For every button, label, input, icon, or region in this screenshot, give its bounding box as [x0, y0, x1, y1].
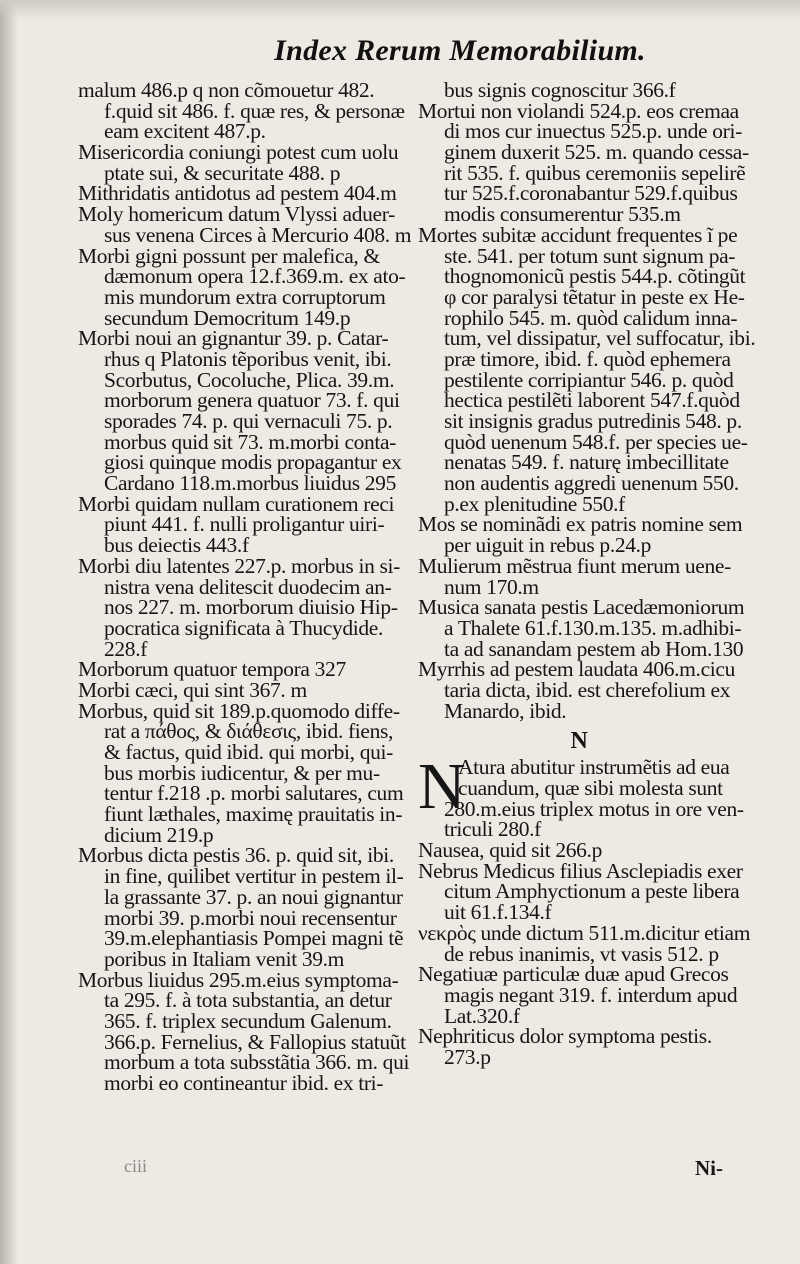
index-entry-line: morbus quid sit 73. m.morbi conta- — [104, 429, 397, 454]
index-entry-line: bus signis cognoscitur 366.f — [444, 78, 676, 102]
index-entry-line: hectica pestilẽti laborent 547.f.quòd — [444, 388, 740, 413]
index-entry-line: mis mundorum extra corruptorum — [104, 284, 386, 309]
index-entry-line: magis negant 319. f. interdum apud — [444, 982, 738, 1007]
index-entry-line: citum Amphyctionum a peste libera — [444, 879, 740, 904]
page-header: Index Rerum Memorabilium. — [274, 34, 646, 67]
index-entry-line: di mos cur inuectus 525.p. unde ori- — [444, 119, 742, 144]
index-entry-line: rophilo 545. m. quòd calidum inna- — [444, 305, 738, 330]
index-entry-line: Manardo, ibid. — [444, 698, 567, 723]
dropcap-entry-line: 280.m.eius triplex motus in ore ven- — [444, 796, 744, 821]
signature-mark: ciii — [124, 1156, 147, 1176]
index-entry-line: νεκρὸς unde dictum 511.m.dicitur etiam — [418, 920, 751, 945]
index-entry-line: taria dicta, ibid. est cherefolium ex — [444, 677, 731, 702]
index-entry-line: Morbus, quid sit 189.p.quomodo diffe- — [78, 698, 400, 723]
index-entry-line: Morbi gigni possunt per malefica, & — [78, 243, 380, 268]
index-entry-line: tentur f.218 .p. morbi salutares, cum — [104, 781, 404, 806]
index-entry-line: Mos se nominãdi ex patris nomine sem — [418, 512, 743, 537]
index-entry-line: morborum genera quatuor 73. f. qui — [104, 388, 400, 413]
index-entry-line: uit 61.f.134.f — [444, 900, 552, 925]
index-entry-line: num 170.m — [444, 574, 539, 599]
index-entry-line: bus deiectis 443.f — [104, 533, 249, 558]
index-entry-line: 273.p — [444, 1044, 491, 1069]
index-entry-line: φ cor paralysi tẽtatur in peste ex He- — [444, 284, 745, 309]
index-entry-line: Lat.320.f — [444, 1003, 520, 1028]
index-entry-line: pestilente corripiantur 546. p. quòd — [444, 367, 734, 392]
index-entry-line: quòd uenenum 548.f. per species ue- — [444, 429, 748, 454]
index-entry-line: 366.p. Fernelius, & Fallopius statuũt — [104, 1029, 406, 1054]
right-column-bottom-entries — [418, 838, 751, 1069]
index-entry-line: sit insignis gradus putredinis 548. p. — [444, 409, 742, 433]
index-entry-line: bus morbis iudicentur, & per mu- — [104, 760, 380, 785]
index-entry-line: pocratica significata à Thucydide. — [104, 615, 384, 640]
index-entry-line: de rebus inanimis, vt vasis 512. p — [444, 941, 719, 966]
index-entry-line: giosi quinque modis propagantur ex — [104, 450, 402, 475]
index-entry-line: ta 295. f. à tota substantia, an detur — [104, 988, 392, 1013]
index-entry-line: in fine, quilibet vertitur in pestem il- — [104, 864, 404, 889]
index-entry-line: Morbus dicta pestis 36. p. quid sit, ibi. — [78, 843, 394, 868]
index-entry-line: Nebrus Medicus filius Asclepiadis exer — [418, 858, 743, 883]
index-entry-line: Mithridatis antidotus ad pestem 404.m — [78, 181, 397, 206]
index-entry-line: sporades 74. p. qui vernaculi 75. p. — [104, 409, 393, 433]
index-entry-line: p.ex plenitudine 550.f — [444, 491, 625, 516]
index-entry-line: dæmonum opera 12.f.369.m. ex ato- — [104, 264, 406, 289]
dropcap-entry-line: cuandum, quæ sibi molesta sunt — [458, 776, 723, 800]
dropcap-entry-line: Atura abutitur instrumẽtis ad eua — [458, 755, 730, 780]
index-entry-line: a Thalete 61.f.130.m.135. m.adhibi- — [444, 615, 742, 640]
index-entry-line: eam excitent 487.p. — [104, 119, 266, 144]
index-entry-line: 228.f — [104, 636, 148, 661]
dropcap-entry — [418, 750, 744, 842]
index-entry-line: Mulierum mẽstrua fiunt merum uene- — [418, 553, 731, 578]
index-entry-line: modis consumerentur 535.m — [444, 202, 681, 227]
index-entry-line: Mortes subitæ accidunt frequentes ĩ pe — [418, 222, 738, 247]
right-column-top-entries — [418, 78, 756, 723]
dropcap-entry-line: triculi 280.f — [444, 817, 541, 842]
index-entry-line: & factus, quid ibid. qui morbi, qui- — [104, 740, 393, 764]
index-entry-line: nistra vena delitescit duodecim an- — [104, 574, 392, 599]
index-entry-line: ste. 541. per totum sunt signum pa- — [444, 243, 736, 268]
index-entry-line: rat a πάθος, & διάθεσις, ibid. fiens, — [104, 719, 394, 744]
index-entry-line: malum 486.p q non cõmouetur 482. — [78, 78, 375, 102]
index-entry-line: Morbi cæci, qui sint 367. m — [78, 677, 307, 702]
index-entry-line: morbum a tota subsstãtia 366. m. qui — [104, 1050, 410, 1075]
index-entry-line: ginem duxerit 525. m. quando cessa- — [444, 140, 749, 165]
index-entry-line: rit 535. f. quibus ceremoniis sepelirẽ — [444, 160, 746, 185]
index-entry-line: Moly homericum datum Vlyssi aduer- — [78, 202, 395, 227]
index-entry-line: Nephriticus dolor symptoma pestis. — [418, 1024, 712, 1049]
index-entry-line: Morbi noui an gignantur 39. p. Catar- — [78, 326, 389, 351]
catchword: Ni- — [695, 1156, 723, 1180]
index-entry-line: dicium 219.p — [104, 822, 214, 847]
index-entry-line: 365. f. triplex secundum Galenum. — [104, 1008, 392, 1033]
index-entry-line: rhus q Platonis tẽporibus venit, ibi. — [104, 346, 392, 371]
index-entry-line: Mortui non violandi 524.p. eos cremaa — [418, 98, 739, 123]
index-entry-line: 39.m.elephantiasis Pompei magni tẽ — [104, 926, 404, 951]
index-entry-line: Morbi quidam nullam curationem reci — [78, 491, 395, 516]
index-entry-line: Morbi diu latentes 227.p. morbus in si- — [78, 553, 400, 578]
index-entry-line: la grassante 37. p. an noui gignantur — [104, 884, 403, 909]
index-entry-line: morbi 39. p.morbi noui recensentur — [104, 905, 397, 930]
dropcap-entry-lines — [444, 755, 744, 842]
index-entry-line: Morbus liuidus 295.m.eius symptoma- — [78, 967, 399, 992]
index-entry-line: ptate sui, & securitate 488. p — [104, 160, 341, 185]
index-entry-line: Scorbutus, Cocoluche, Plica. 39.m. — [104, 367, 395, 392]
index-entry-line: Misericordia coniungi potest cum uolu — [78, 140, 399, 165]
index-entry-line: non audentis aggredi uenenum 550. — [444, 471, 739, 496]
dropcap-letter: N — [418, 750, 466, 824]
index-entry-line: Nausea, quid sit 266.p — [418, 838, 602, 863]
index-entry-line: Negatiuæ particulæ duæ apud Grecos — [418, 962, 729, 987]
index-entry-line: secundum Democritum 149.p — [104, 305, 351, 330]
index-entry-line: f.quid sit 486. f. quæ res, & personæ — [104, 98, 405, 123]
index-entry-line: nos 227. m. morborum diuisio Hip- — [104, 595, 398, 620]
index-entry-line: Morborum quatuor tempora 327 — [78, 657, 346, 682]
index-entry-line: fiunt læthales, maximę prauitatis in- — [104, 802, 403, 827]
index-entry-line: Musica sanata pestis Lacedæmoniorum — [418, 595, 745, 620]
index-entry-line: piunt 441. f. nulli proligantur uiri- — [104, 512, 385, 537]
index-entry-line: tur 525.f.coronabantur 529.f.quibus — [444, 181, 738, 206]
index-entry-line: poribus in Italiam venit 39.m — [104, 946, 345, 971]
index-entry-line: Myrrhis ad pestem laudata 406.m.cicu — [418, 657, 735, 682]
index-entry-line: præ timore, ibid. f. quòd ephemera — [444, 346, 731, 371]
index-entry-line: per uiguit in rebus p.24.p — [444, 533, 652, 558]
index-entry-line: sus venena Circes à Mercurio 408. m — [104, 222, 412, 247]
left-column — [78, 78, 412, 1095]
index-entry-line: morbi eo contineantur ibid. ex tri- — [104, 1071, 384, 1095]
index-entry-line: tum, vel dissipatur, vel suffocatur, ibi. — [444, 326, 756, 351]
right-column — [418, 78, 756, 1069]
index-entry-line: ta ad sanandam pestem ab Hom.130 — [444, 636, 744, 661]
index-entry-line: Cardano 118.m.morbus liuidus 295 — [104, 471, 396, 496]
section-letter-n: N — [570, 728, 588, 755]
index-entry-line: thognomonicũ pestis 544.p. cõtingũt — [444, 264, 746, 289]
index-entry-line: nenatas 549. f. naturę imbecillitate — [444, 450, 729, 475]
